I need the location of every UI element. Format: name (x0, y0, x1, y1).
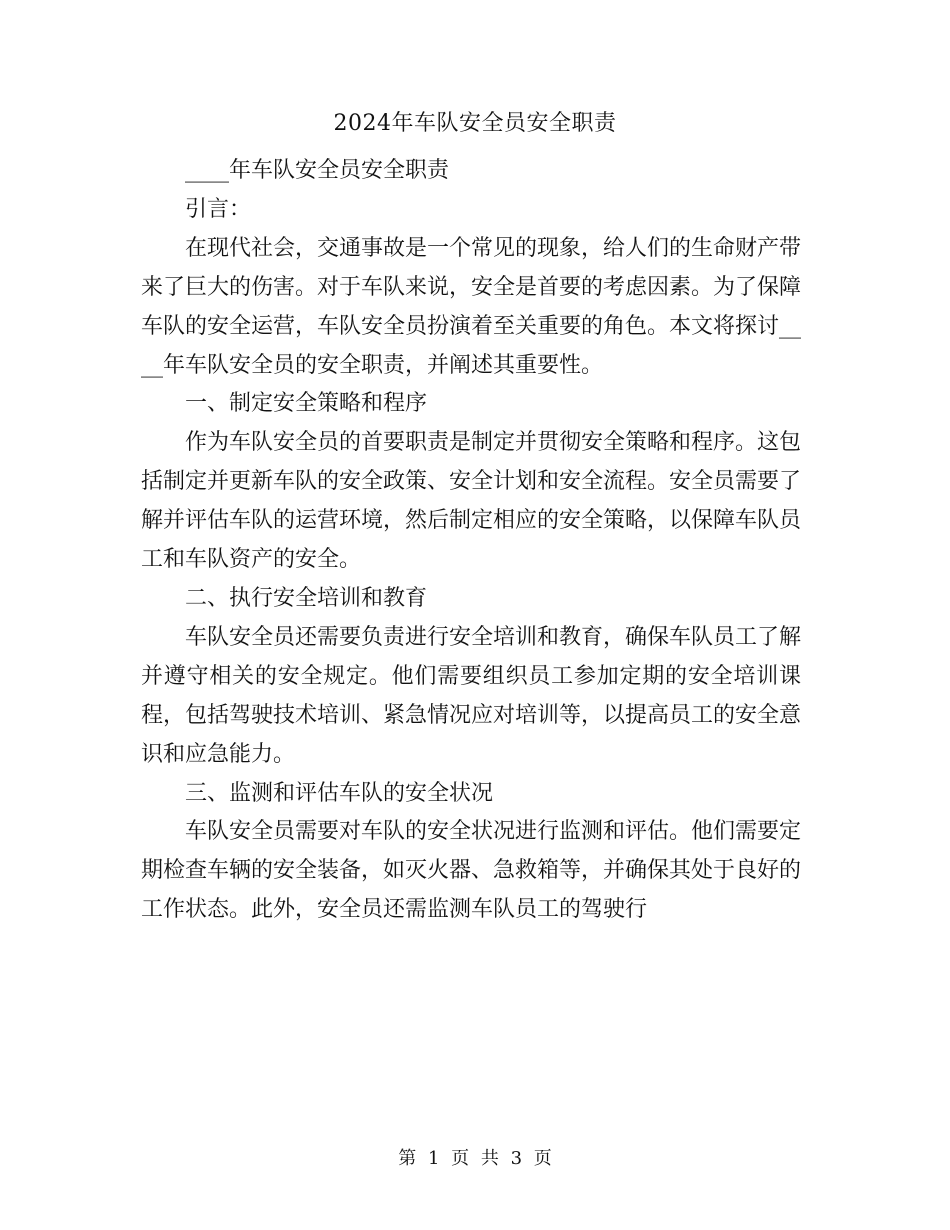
section-heading-3: 三、监测和评估车队的安全状况 (185, 780, 494, 806)
intro-paragraph: 在现代社会，交通事故是一个常见的现象，给人们的生命财产带来了巨大的伤害。对于车队来说，安全是首要的考虑因素。为了保障车队的安全运营，车队安全员扮演着至关重要的角色。本文将探讨____年车队安全员的安全职责，并阐述其重要性。 (141, 235, 802, 378)
section-paragraph-3: 车队安全员需要对车队的安全状况进行监测和评估。他们需要定期检查车辆的安全装备，如灭火器、急救箱等，并确保其处于良好的工作状态。此外，安全员还需监测车队员工的驾驶行 (141, 819, 802, 923)
page-footer: 第 1 页 共 3 页 (398, 1148, 552, 1169)
section-heading-2: 二、执行安全培训和教育 (185, 585, 428, 611)
section-paragraph-2: 车队安全员还需要负责进行安全培训和教育，确保车队员工了解并遵守相关的安全规定。他们需要组织员工参加定期的安全培训课程，包括驾驶技术培训、紧急情况应对培训等，以提高员工的安全意识和应急能力。 (141, 624, 802, 767)
intro-heading: 引言： (185, 196, 252, 222)
document-body (141, 152, 801, 930)
section-paragraph-1: 作为车队安全员的首要职责是制定并贯彻安全策略和程序。这包括制定并更新车队的安全政策、安全计划和安全流程。安全员需要了解并评估车队的运营环境，然后制定相应的安全策略，以保障车队员工和车队资产的安全。 (141, 430, 802, 573)
subtitle-paragraph: ____年车队安全员安全职责 (185, 158, 450, 183)
document-title: 2024年车队安全员安全职责 (333, 111, 617, 136)
section-heading-1: 一、制定安全策略和程序 (185, 391, 428, 417)
